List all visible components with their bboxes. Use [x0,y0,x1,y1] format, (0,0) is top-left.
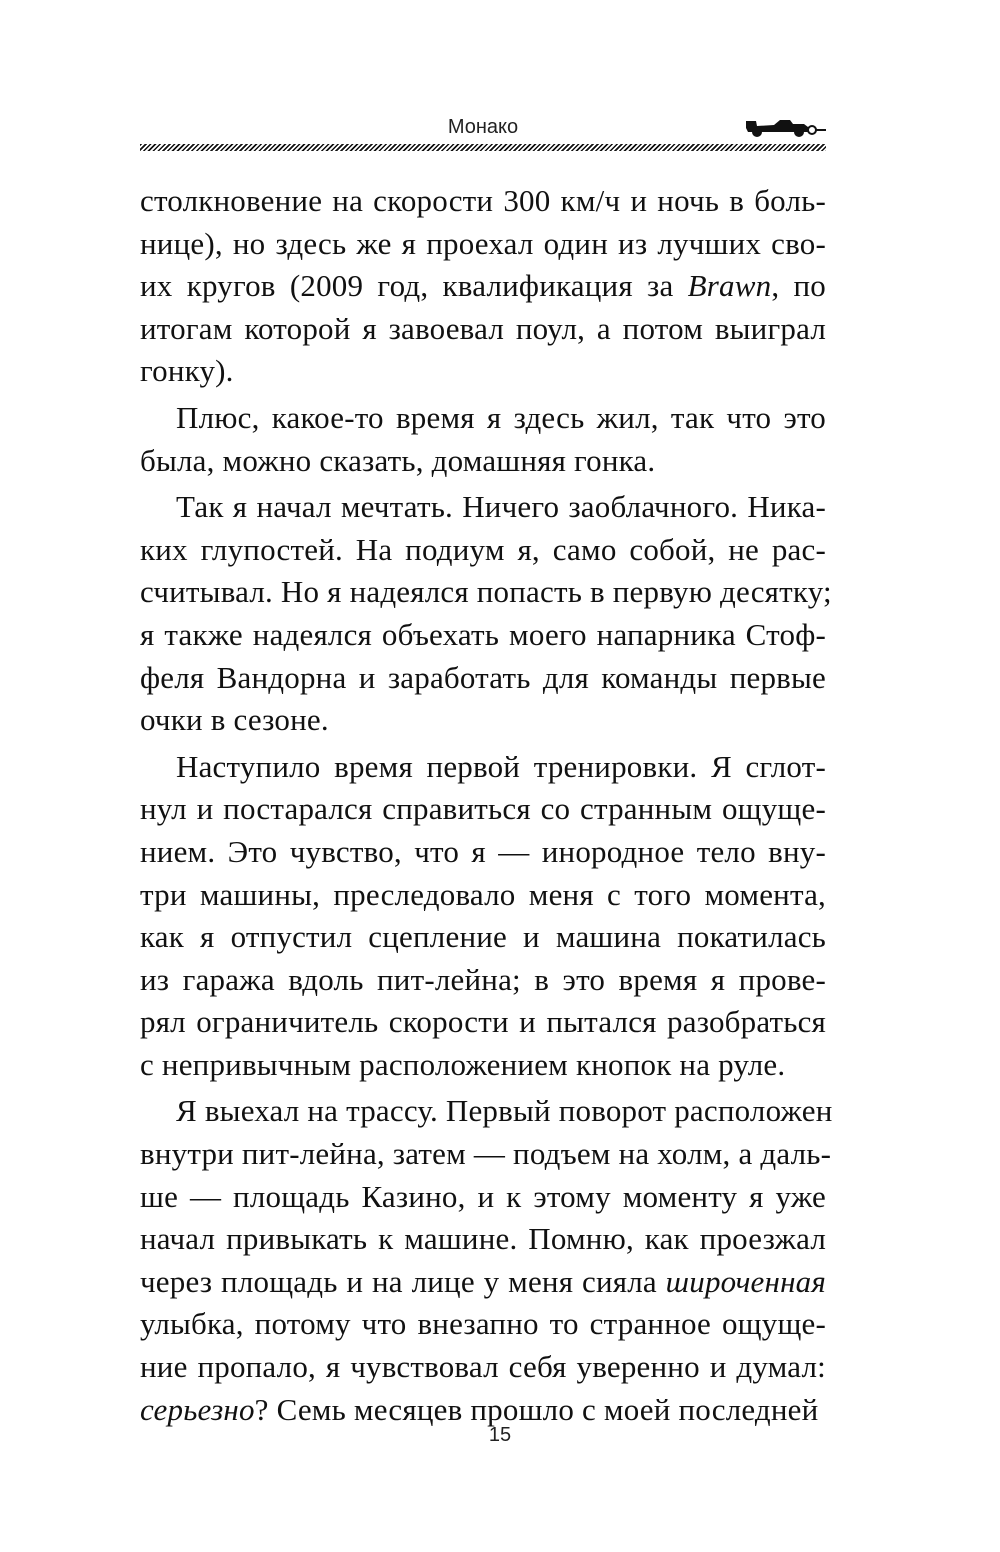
text-line: с непривычным расположением кнопок на руле. [140,1046,786,1082]
paragraph [140,180,826,393]
text-line: как я отпустил сцепление и машина покатилась [140,919,826,955]
text-line: столкновение на скорости 300 км/ч и ночь в боль- [140,183,826,218]
italic-text: серьезно [140,1391,255,1427]
text-line: считывал. Но я надеялся попасть в первую десятку; [140,574,832,610]
italic-text: Brawn [687,268,772,304]
text-line: нием. Это чувство, что я — инородное тело вну- [140,833,826,869]
text-line: улыбка, потому что внезапно то странное ощуще- [140,1306,826,1342]
header-rule [140,144,826,151]
text-line: рял ограничитель скорости и пытался разобраться [140,1004,826,1040]
text-line: ких глупостей. На подиум я, само собой, не рас- [140,531,826,567]
text-line: Наступило время первой тренировки. Я сглот- [176,748,826,784]
text-line: очки в сезоне. [140,702,329,738]
text-line: Плюс, какое-то время я здесь жил, так что это [176,399,826,435]
race-car-icon [744,112,826,138]
text-segment: их кругов (2009 год, квалификация за [140,268,688,304]
text-line: из гаража вдоль пит-лейна; в это время я прове- [140,961,826,997]
text-line: нул и постарался справиться со странным ощуще- [140,791,826,827]
paragraph [140,746,826,1087]
text-line: ше — площадь Казино, и к этому моменту я уже [140,1178,826,1214]
italic-text: широченная [665,1263,826,1299]
text-line: ние пропало, я чувствовал себя уверенно и думал: [140,1349,826,1385]
text-line: я также надеялся объехать моего напарника Стоф- [140,616,826,652]
text-line: феля Вандорна и заработать для команды первые [140,659,826,695]
text-line: Я выехал на трассу. Первый поворот расположен [176,1093,833,1129]
text-line: нице), но здесь же я проехал один из лучших сво- [140,225,826,261]
text-line: Так я начал мечтать. Ничего заоблачного. Ника- [176,489,826,525]
paragraph [140,397,826,482]
text-line: начал привыкать к машине. Помню, как проезжал [140,1221,826,1257]
paragraph [140,486,832,742]
text-segment: , по [771,268,826,304]
text-line: внутри пит-лейна, затем — подъем на холм, а даль- [140,1136,832,1172]
text-segment: ? Семь месяцев прошло с моей последней [254,1391,819,1427]
text-line [140,1261,826,1304]
body-text [140,180,833,1435]
running-head [140,108,826,152]
text-line: была, можно сказать, домашняя гонка. [140,442,656,478]
running-title: Монако [447,116,519,138]
text-line: три машины, преследовало меня с того момента, [140,876,826,912]
page-number: 15 [488,1424,512,1446]
text-segment: через площадь и на лице у меня сияла [140,1263,666,1299]
text-line [140,265,826,308]
text-line: гонку). [140,353,234,389]
paragraph [140,1090,833,1431]
text-line: итогам которой я завоевал поул, а потом выиграл [140,310,826,346]
